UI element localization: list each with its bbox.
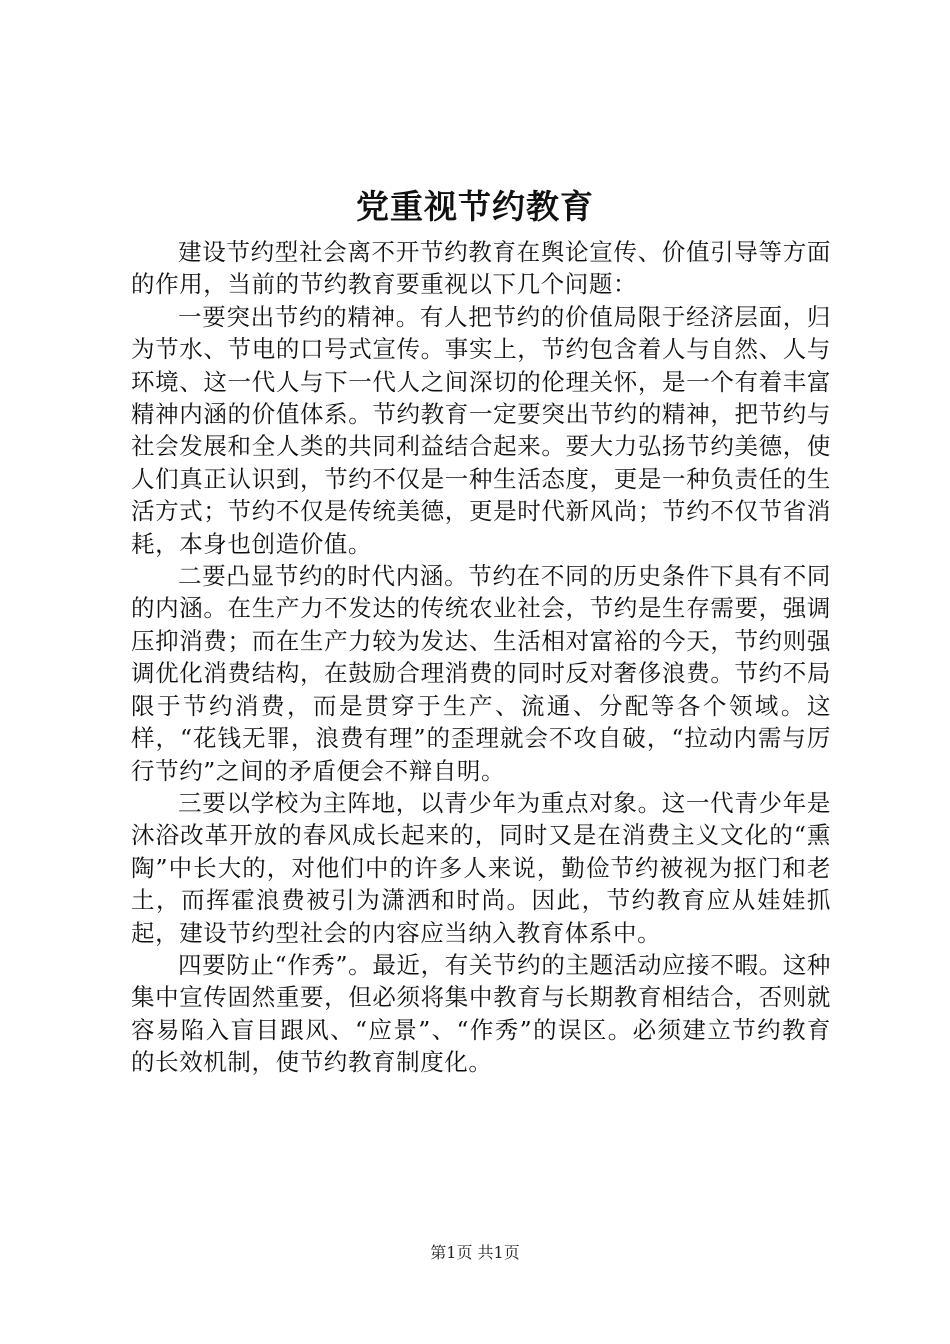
paragraph-point-two: 二要凸显节约的时代内涵。节约在不同的历史条件下具有不同的内涵。在生产力不发达的传统农业社会，节约是生存需要，强调压抑消费；而在生产力较为发达、生活相对富裕的今天，节约则强调优化消费结构，在鼓励合理消费的同时反对奢侈浪费。节约不局限于节约消费，而是贯穿于生产、流通、分配等各个领域。这样，“花钱无罪，浪费有理”的歪理就会不攻自破，“拉动内需与厉行节约”之间的矛盾便会不辩自明。: [131, 562, 831, 785]
page-number-footer: 第1页 共1页: [430, 1243, 520, 1262]
paragraph-point-one: 一要突出节约的精神。有人把节约的价值局限于经济层面，归为节水、节电的口号式宣传。事实上，节约包含着人与自然、人与环境、这一代人与下一代人之间深切的伦理关怀，是一个有着丰富精神内涵的价值体系。节约教育一定要突出节约的精神，把节约与社会发展和全人类的共同利益结合起来。要大力弘扬节约美德，使人们真正认识到，节约不仅是一种生活态度，更是一种负责任的生活方式；节约不仅是传统美德，更是时代新风尚；节约不仅节省消耗，本身也创造价值。: [131, 302, 831, 558]
paragraph-point-three: 三要以学校为主阵地，以青少年为重点对象。这一代青少年是沐浴改革开放的春风成长起来的，同时又是在消费主义文化的“熏陶”中长大的，对他们中的许多人来说，勤俭节约被视为抠门和老土，而挥霍浪费被引为潇洒和时尚。因此，节约教育应从娃娃抓起，建设节约型社会的内容应当纳入教育体系中。: [131, 788, 831, 947]
paragraph-intro: 建设节约型社会离不开节约教育在舆论宣传、价值引导等方面的作用，当前的节约教育要重视以下几个问题：: [131, 238, 831, 299]
paragraph-point-four: 四要防止“作秀”。最近，有关节约的主题活动应接不暇。这种集中宣传固然重要，但必须将集中教育与长期教育相结合，否则就容易陷入盲目跟风、“应景”、“作秀”的误区。必须建立节约教育的长效机制，使节约教育制度化。: [131, 950, 831, 1077]
document-title: 党重视节约教育: [356, 187, 594, 226]
document-body: [131, 236, 831, 1079]
